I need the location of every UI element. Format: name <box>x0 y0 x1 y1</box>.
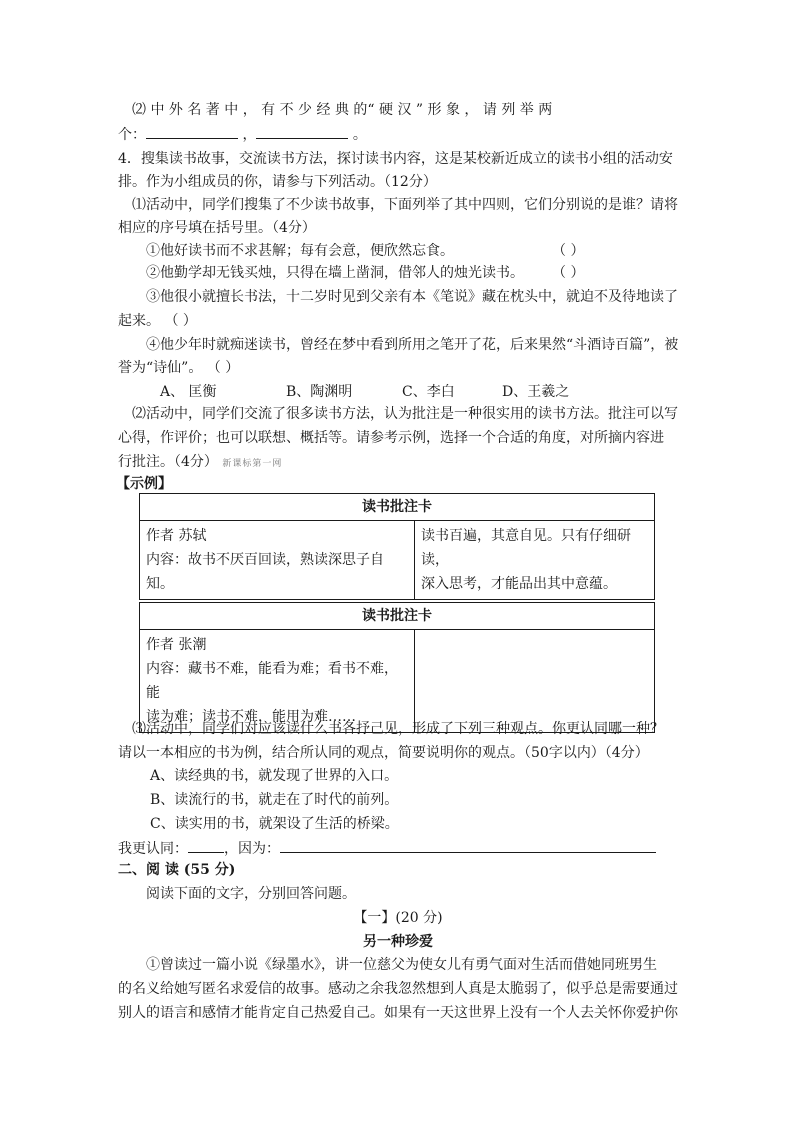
card1-content: 内容：故书不厌百回读，熟读深思子自知。 <box>146 552 384 592</box>
para1-line2: 的名义给她写匿名求爱信的故事。感动之余我忽然想到人真是太脆弱了，似乎总是需要通过 <box>118 981 678 997</box>
para1-line3: 别人的语言和感情才能肯定自己热爱自己。如果有一天这世界上没有一个人去关怀你爱护你 <box>118 1005 678 1021</box>
q4-3-answer-line <box>118 838 656 859</box>
card1-note-cell <box>415 521 655 600</box>
item3-text-end: 起来。 <box>118 313 160 329</box>
card1-note-line1: 读书百遍，其意自见。只有仔细研读， <box>421 528 631 568</box>
q4-1-options <box>160 382 569 402</box>
item4-answer-paren[interactable]: （ ） <box>206 360 240 376</box>
q3-2-line1: ⑵ 中 外 名 著 中 ， 有 不 少 经 典 的“ 硬 汉 ” 形 象 ， 请 列 举 两 <box>132 102 553 118</box>
annotation-card-task <box>139 602 655 733</box>
answer-blank-2[interactable] <box>256 124 348 139</box>
q4-3-line1: ⑶活动中，同学们对应该读什么书各抒己见，形成了下列三种观点。你更认同哪一种？ <box>132 721 664 737</box>
card1-left-cell <box>140 521 415 600</box>
card2-left-cell <box>140 630 415 733</box>
q3-2-end: 。 <box>352 127 367 143</box>
example-label: 【示例】 <box>116 476 172 492</box>
q4-1-item3-line2 <box>118 311 197 331</box>
item1-text: ①他好读书而不求甚解；每有会意，便欣然忘食。 <box>146 243 454 259</box>
para1-line1: ①曾读过一篇小说《绿墨水》，讲一位慈父为使女儿有勇气面对生活而借她同班男生 <box>146 957 657 973</box>
item2-text: ②他勤学却无钱买烛，只得在墙上凿洞，借邻人的烛光读书。 <box>146 265 524 281</box>
option-a: A、 匡衡 <box>160 384 217 400</box>
q4-1-line1: ⑴活动中，同学们搜集了不少读书故事，下面列举了其中四则，它们分别说的是谁？请将 <box>132 197 678 213</box>
q4-1-item1 <box>146 241 585 261</box>
section2-instruction: 阅读下面的文字，分别回答问题。 <box>146 886 356 902</box>
q4-3-opt-b: B、读流行的书，就走在了时代的前列。 <box>150 792 399 808</box>
annotation-card-example <box>139 493 655 600</box>
q3-2-sep: ， <box>242 127 257 143</box>
card2-content-line2: 读为难；读书不难，能用为难…… <box>146 709 356 725</box>
q4-line1: 4．搜集读书故事，交流读书方法，探讨读书内容，这是某校新近成立的读书小组的活动安 <box>118 151 673 167</box>
option-c: C、李白 <box>402 384 455 400</box>
answer-prefix: 我更认同： <box>118 841 188 857</box>
section2-title: 二、阅 读 (55 分) <box>118 862 236 878</box>
q4-3-opt-a: A、读经典的书，就发现了世界的入口。 <box>150 768 399 784</box>
card2-title: 读书批注卡 <box>140 603 655 630</box>
card1-author: 作者 苏轼 <box>146 528 207 544</box>
item3-answer-paren[interactable]: （ ） <box>164 313 197 329</box>
option-d: D、王羲之 <box>502 384 570 400</box>
card2-answer-cell[interactable] <box>415 630 655 733</box>
choice-blank[interactable] <box>188 838 224 853</box>
q4-1-item4-line1: ④他少年时就痴迷读书，曾经在梦中看到所用之笔开了花，后来果然“斗酒诗百篇”，被 <box>146 337 679 353</box>
article-title: 另一种珍爱 <box>363 934 433 950</box>
q3-2-line2 <box>118 124 367 145</box>
item1-answer-paren[interactable]: （ ） <box>552 243 585 259</box>
q4-2-line1: ⑵活动中，同学们交流了很多读书方法，认为批注是一种很实用的读书方法。批注可以写 <box>132 406 678 422</box>
option-b: B、陶渊明 <box>286 384 353 400</box>
q3-2-prefix: 个： <box>118 127 146 143</box>
item2-answer-paren[interactable]: （ ） <box>552 265 585 281</box>
q4-1-item3-line1: ③他很小就擅长书法，十二岁时见到父亲有本《笔说》藏在枕头中，就迫不及待地读了 <box>146 289 678 305</box>
answer-mid: ，因为： <box>224 841 280 857</box>
q4-1-item4-line2 <box>118 358 239 378</box>
q4-3-line2: 请以一本相应的书为例，结合所认同的观点，简要说明你的观点。（50字以内）（4分） <box>118 745 649 761</box>
q4-3-opt-c: C、读实用的书，就架设了生活的桥梁。 <box>150 816 399 832</box>
q4-2-line3 <box>118 452 282 474</box>
watermark-text: 新课标第一网 <box>222 459 283 469</box>
part-label: 【一】(20 分) <box>353 910 443 926</box>
q4-line2: 排。作为小组成员的你，请参与下列活动。（12分） <box>118 174 437 190</box>
answer-blank-1[interactable] <box>146 124 238 139</box>
card1-title: 读书批注卡 <box>140 494 655 521</box>
reason-blank[interactable] <box>280 838 656 853</box>
card1-note-line2: 深入思考，才能品出其中意蕴。 <box>421 576 617 592</box>
item4-text-end: 誉为“诗仙”。 <box>118 360 203 376</box>
card2-author: 作者 张潮 <box>146 637 207 653</box>
q4-2-line2: 心得，作评价；也可以联想、概括等。请参考示例，选择一个合适的角度，对所摘内容进 <box>118 430 664 446</box>
q4-1-item2 <box>146 263 585 283</box>
q4-2-line3-text: 行批注。（4分） <box>118 454 218 470</box>
q4-1-line2: 相应的序号填在括号里。（4分） <box>118 220 316 236</box>
card2-content-line1: 内容：藏书不难，能看为难；看书不难，能 <box>146 661 398 701</box>
